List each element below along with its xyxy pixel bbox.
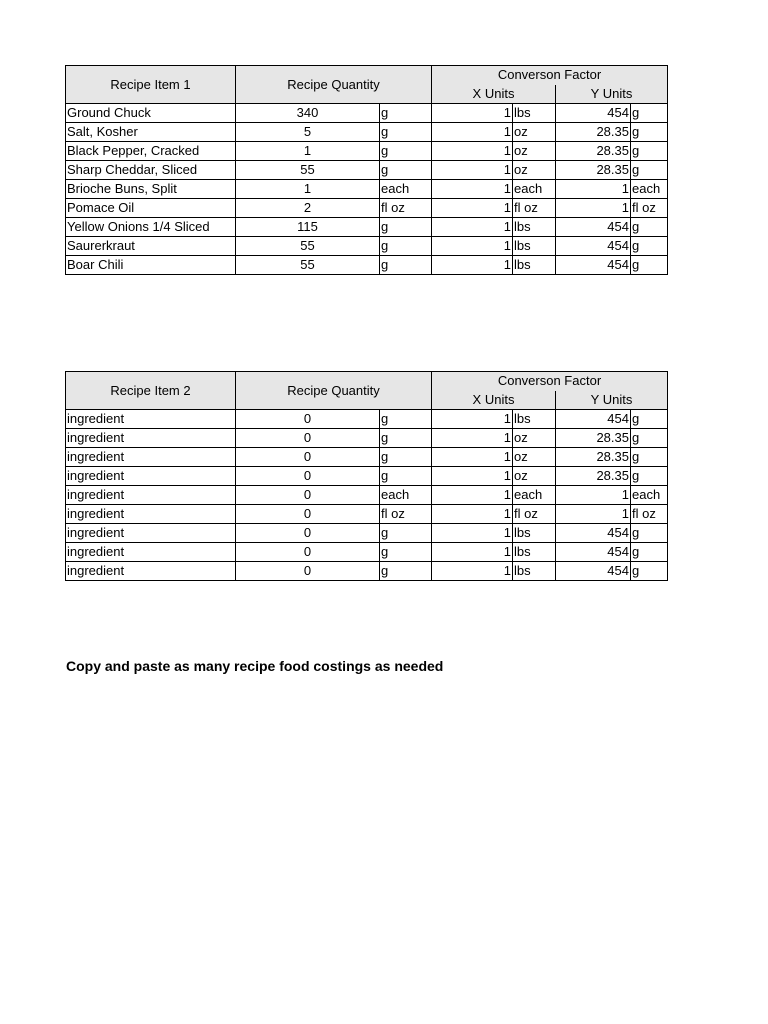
y-unit-cell[interactable]: fl oz	[631, 199, 668, 218]
ingredient-cell[interactable]: ingredient	[66, 562, 236, 581]
x-value-cell[interactable]: 1	[432, 448, 513, 467]
x-unit-cell[interactable]: oz	[513, 142, 556, 161]
y-value-cell[interactable]: 454	[556, 104, 631, 123]
y-unit-cell[interactable]: g	[631, 429, 668, 448]
recipe-quantity-header: Recipe Quantity	[236, 372, 432, 410]
y-units-header: Y Units	[556, 85, 668, 104]
x-unit-cell[interactable]: fl oz	[513, 199, 556, 218]
y-value-cell[interactable]: 28.35	[556, 161, 631, 180]
x-value-cell[interactable]: 1	[432, 429, 513, 448]
y-unit-cell[interactable]: each	[631, 486, 668, 505]
quantity-cell[interactable]: 1	[236, 142, 380, 161]
quantity-unit-cell[interactable]: g	[380, 218, 432, 237]
x-unit-cell[interactable]: lbs	[513, 256, 556, 275]
ingredient-cell[interactable]: Saurerkraut	[66, 237, 236, 256]
y-value-cell[interactable]: 454	[556, 237, 631, 256]
quantity-unit-cell[interactable]: g	[380, 104, 432, 123]
quantity-unit-cell[interactable]: g	[380, 161, 432, 180]
quantity-unit-cell[interactable]: each	[380, 486, 432, 505]
quantity-cell[interactable]: 55	[236, 237, 380, 256]
y-unit-cell[interactable]: g	[631, 448, 668, 467]
x-value-cell[interactable]: 1	[432, 237, 513, 256]
table-row	[66, 524, 668, 543]
quantity-cell[interactable]: 0	[236, 467, 380, 486]
recipe-quantity-header: Recipe Quantity	[236, 66, 432, 104]
x-value-cell[interactable]: 1	[432, 524, 513, 543]
quantity-unit-cell[interactable]: g	[380, 410, 432, 429]
table-row	[66, 448, 668, 467]
table-row	[66, 505, 668, 524]
x-unit-cell[interactable]: oz	[513, 448, 556, 467]
ingredient-cell[interactable]: ingredient	[66, 467, 236, 486]
x-unit-cell[interactable]: lbs	[513, 543, 556, 562]
ingredient-cell[interactable]: ingredient	[66, 410, 236, 429]
x-value-cell[interactable]: 1	[432, 505, 513, 524]
quantity-unit-cell[interactable]: g	[380, 543, 432, 562]
quantity-cell[interactable]: 0	[236, 524, 380, 543]
ingredient-cell[interactable]: ingredient	[66, 448, 236, 467]
x-value-cell[interactable]: 1	[432, 256, 513, 275]
quantity-unit-cell[interactable]: g	[380, 467, 432, 486]
quantity-cell[interactable]: 0	[236, 429, 380, 448]
ingredient-cell[interactable]: ingredient	[66, 543, 236, 562]
y-unit-cell[interactable]: g	[631, 524, 668, 543]
table-row	[66, 429, 668, 448]
x-unit-cell[interactable]: lbs	[513, 410, 556, 429]
quantity-unit-cell[interactable]: g	[380, 142, 432, 161]
table-row	[66, 199, 668, 218]
quantity-unit-cell[interactable]: each	[380, 180, 432, 199]
quantity-unit-cell[interactable]: g	[380, 562, 432, 581]
y-value-cell[interactable]: 28.35	[556, 467, 631, 486]
y-unit-cell[interactable]: g	[631, 562, 668, 581]
y-value-cell[interactable]: 454	[556, 410, 631, 429]
table-row	[66, 104, 668, 123]
table-row	[66, 543, 668, 562]
quantity-cell[interactable]: 340	[236, 104, 380, 123]
x-units-header: X Units	[432, 85, 556, 104]
table-row	[66, 180, 668, 199]
quantity-unit-cell[interactable]: g	[380, 123, 432, 142]
y-value-cell[interactable]: 1	[556, 180, 631, 199]
recipe-item-title: Recipe Item 1	[66, 66, 236, 104]
quantity-cell[interactable]: 0	[236, 448, 380, 467]
ingredient-cell[interactable]: Salt, Kosher	[66, 123, 236, 142]
table-row	[66, 562, 668, 581]
x-unit-cell[interactable]: lbs	[513, 218, 556, 237]
table-row	[66, 123, 668, 142]
y-unit-cell[interactable]: g	[631, 467, 668, 486]
x-unit-cell[interactable]: fl oz	[513, 505, 556, 524]
y-unit-cell[interactable]: g	[631, 218, 668, 237]
y-value-cell[interactable]: 454	[556, 218, 631, 237]
quantity-cell[interactable]: 0	[236, 410, 380, 429]
quantity-unit-cell[interactable]: g	[380, 524, 432, 543]
x-value-cell[interactable]: 1	[432, 142, 513, 161]
table-row	[66, 142, 668, 161]
ingredient-cell[interactable]: Sharp Cheddar, Sliced	[66, 161, 236, 180]
table-row	[66, 256, 668, 275]
ingredient-cell[interactable]: Pomace Oil	[66, 199, 236, 218]
quantity-cell[interactable]: 55	[236, 256, 380, 275]
quantity-unit-cell[interactable]: fl oz	[380, 505, 432, 524]
conversion-factor-header: Converson Factor	[432, 66, 668, 85]
quantity-cell[interactable]: 2	[236, 199, 380, 218]
x-value-cell[interactable]: 1	[432, 486, 513, 505]
y-unit-cell[interactable]: g	[631, 256, 668, 275]
table-row	[66, 486, 668, 505]
y-unit-cell[interactable]: g	[631, 410, 668, 429]
x-value-cell[interactable]: 1	[432, 123, 513, 142]
conversion-factor-header: Converson Factor	[432, 372, 668, 391]
quantity-cell[interactable]: 5	[236, 123, 380, 142]
y-unit-cell[interactable]: g	[631, 543, 668, 562]
x-unit-cell[interactable]: each	[513, 486, 556, 505]
x-value-cell[interactable]: 1	[432, 410, 513, 429]
x-value-cell[interactable]: 1	[432, 104, 513, 123]
y-unit-cell[interactable]: each	[631, 180, 668, 199]
quantity-cell[interactable]: 0	[236, 562, 380, 581]
y-value-cell[interactable]: 28.35	[556, 142, 631, 161]
y-value-cell[interactable]: 1	[556, 505, 631, 524]
y-value-cell[interactable]: 1	[556, 199, 631, 218]
y-value-cell[interactable]: 28.35	[556, 429, 631, 448]
y-value-cell[interactable]: 454	[556, 524, 631, 543]
ingredient-cell[interactable]: Brioche Buns, Split	[66, 180, 236, 199]
y-unit-cell[interactable]: g	[631, 123, 668, 142]
instruction-note: Copy and paste as many recipe food costings as needed	[66, 658, 444, 674]
x-unit-cell[interactable]: oz	[513, 429, 556, 448]
ingredient-cell[interactable]: ingredient	[66, 429, 236, 448]
quantity-unit-cell[interactable]: g	[380, 448, 432, 467]
x-value-cell[interactable]: 1	[432, 218, 513, 237]
quantity-unit-cell[interactable]: fl oz	[380, 199, 432, 218]
ingredient-cell[interactable]: Ground Chuck	[66, 104, 236, 123]
x-value-cell[interactable]: 1	[432, 562, 513, 581]
y-units-header: Y Units	[556, 391, 668, 410]
quantity-cell[interactable]: 115	[236, 218, 380, 237]
y-value-cell[interactable]: 1	[556, 486, 631, 505]
y-value-cell[interactable]: 28.35	[556, 123, 631, 142]
x-value-cell[interactable]: 1	[432, 543, 513, 562]
y-unit-cell[interactable]: fl oz	[631, 505, 668, 524]
quantity-cell[interactable]: 0	[236, 486, 380, 505]
table-row	[66, 237, 668, 256]
x-unit-cell[interactable]: oz	[513, 161, 556, 180]
recipe-item-title: Recipe Item 2	[66, 372, 236, 410]
y-value-cell[interactable]: 454	[556, 543, 631, 562]
table-row	[66, 161, 668, 180]
x-unit-cell[interactable]: each	[513, 180, 556, 199]
y-value-cell[interactable]: 454	[556, 562, 631, 581]
y-unit-cell[interactable]: g	[631, 142, 668, 161]
x-value-cell[interactable]: 1	[432, 467, 513, 486]
x-unit-cell[interactable]: lbs	[513, 562, 556, 581]
quantity-cell[interactable]: 55	[236, 161, 380, 180]
x-unit-cell[interactable]: oz	[513, 123, 556, 142]
x-value-cell[interactable]: 1	[432, 199, 513, 218]
recipe-costing-table-1	[65, 65, 668, 275]
table-row	[66, 467, 668, 486]
x-value-cell[interactable]: 1	[432, 180, 513, 199]
x-unit-cell[interactable]: lbs	[513, 237, 556, 256]
quantity-unit-cell[interactable]: g	[380, 429, 432, 448]
quantity-cell[interactable]: 0	[236, 543, 380, 562]
y-value-cell[interactable]: 28.35	[556, 448, 631, 467]
ingredient-cell[interactable]: ingredient	[66, 486, 236, 505]
ingredient-cell[interactable]: Boar Chili	[66, 256, 236, 275]
quantity-cell[interactable]: 0	[236, 505, 380, 524]
ingredient-cell[interactable]: Yellow Onions 1/4 Sliced	[66, 218, 236, 237]
ingredient-cell[interactable]: Black Pepper, Cracked	[66, 142, 236, 161]
quantity-cell[interactable]: 1	[236, 180, 380, 199]
table-row	[66, 410, 668, 429]
y-value-cell[interactable]: 454	[556, 256, 631, 275]
quantity-unit-cell[interactable]: g	[380, 237, 432, 256]
ingredient-cell[interactable]: ingredient	[66, 524, 236, 543]
ingredient-cell[interactable]: ingredient	[66, 505, 236, 524]
recipe-costing-table-2	[65, 371, 668, 581]
table-row	[66, 218, 668, 237]
quantity-unit-cell[interactable]: g	[380, 256, 432, 275]
y-unit-cell[interactable]: g	[631, 104, 668, 123]
x-unit-cell[interactable]: lbs	[513, 104, 556, 123]
y-unit-cell[interactable]: g	[631, 161, 668, 180]
y-unit-cell[interactable]: g	[631, 237, 668, 256]
x-units-header: X Units	[432, 391, 556, 410]
x-unit-cell[interactable]: lbs	[513, 524, 556, 543]
x-value-cell[interactable]: 1	[432, 161, 513, 180]
x-unit-cell[interactable]: oz	[513, 467, 556, 486]
